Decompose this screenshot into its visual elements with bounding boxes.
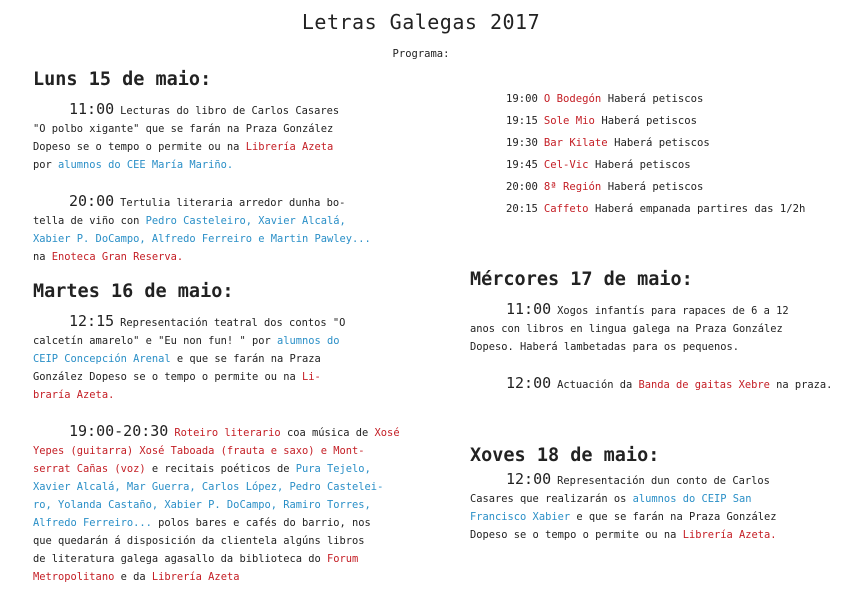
participants: alumnos do CEIP San (632, 493, 752, 505)
day-heading-wednesday: Mércores 17 de maio: (470, 269, 693, 290)
event-wednesday-1100 (470, 300, 820, 356)
page-title: Letras Galegas 2017 (301, 10, 541, 34)
schedule-place: Sole Mio (543, 115, 595, 127)
event-thursday-1200 (470, 470, 820, 544)
participants: Pedro Casteleiro, Xavier Alcalá, (145, 215, 346, 227)
schedule-place: Caffeto (543, 203, 589, 215)
performer: Banda de gaitas Xebre (638, 379, 770, 391)
schedule-place: O Bodegón (543, 93, 602, 105)
page-subtitle: Programa: (392, 48, 450, 60)
performer: serrat Cañas (voz) (33, 463, 146, 475)
event-time: 11:00 (69, 100, 115, 118)
schedule-text: Haberá petiscos (607, 181, 704, 193)
event-text: Representación teatral dos contos "O (120, 317, 346, 329)
schedule-text: Haberá petiscos (601, 115, 697, 127)
event-text: coa música de (280, 427, 375, 439)
schedule-text: Haberá petiscos (614, 137, 710, 149)
schedule-item (470, 176, 820, 198)
schedule-time: 20:00 (506, 181, 538, 193)
event-text: Dopeso se o tempo o permite ou na (470, 529, 683, 541)
day-heading-tuesday: Martes 16 de maio: (33, 281, 234, 302)
schedule-item (470, 198, 820, 220)
venue-name: braría Azeta. (33, 389, 115, 401)
day-tuesday (33, 280, 400, 586)
venue-name: Forum (327, 553, 359, 565)
participants: ro, Yolanda Castaño, Xabier P. DoCampo, Ramiro Torres, (33, 499, 371, 511)
right-column (470, 88, 833, 544)
event-text: polos bares e cafés do barrio, nos (151, 517, 371, 529)
event-wednesday-1200 (470, 374, 833, 394)
performer: Yepes (guitarra) Xosé Taboada (frauta e saxo) e Mont- (33, 445, 365, 457)
venue-name: Metropolitano (33, 571, 115, 583)
venue-name: Librería Azeta (245, 141, 334, 153)
schedule-time: 20:15 (506, 203, 538, 215)
event-tuesday-1215 (33, 312, 368, 404)
event-text: Tertulia literaria arredor dunha bo- (120, 197, 346, 209)
schedule-place: 8ª Región (543, 181, 602, 193)
event-text: e que se farán na Praza (170, 353, 321, 365)
event-text: calcetín amarelo" e "Eu non fun! " por (33, 335, 277, 347)
venue-name: Li- (302, 371, 321, 383)
event-text: Actuación da (557, 379, 639, 391)
schedule-time: 19:00 (506, 93, 538, 105)
event-time: 12:00 (506, 374, 552, 392)
schedule-text: Haberá petiscos (607, 93, 704, 105)
day-wednesday (470, 268, 833, 394)
venue-name: Librería Azeta. (682, 529, 777, 541)
event-time: 12:15 (69, 312, 115, 330)
schedule-text: Haberá petiscos (594, 159, 691, 171)
participants: Xavier Alcalá, Mar Guerra, Carlos López, Pedro Castelei- (33, 481, 384, 493)
event-text: e da (114, 571, 152, 583)
day-heading-thursday: Xoves 18 de maio: (470, 445, 660, 466)
event-text: tella de viño con (33, 215, 146, 227)
event-text: Lecturas do libro de Carlos Casares (120, 105, 340, 117)
schedule-place: Bar Kilate (543, 137, 608, 149)
event-text: Representación dun conto de Carlos (557, 475, 770, 487)
event-time: 19:00-20:30 (69, 422, 169, 440)
bar-schedule (470, 88, 820, 220)
schedule-item (470, 88, 820, 110)
venue-name: Librería Azeta (151, 571, 240, 583)
event-text: Casares que realizarán os (470, 493, 633, 505)
performer: Xosé (374, 427, 400, 439)
participants: CEIP Concepción Arenal (33, 353, 171, 365)
schedule-time: 19:30 (506, 137, 538, 149)
event-time: 12:00 (506, 470, 552, 488)
day-thursday (470, 444, 820, 544)
schedule-time: 19:45 (506, 159, 538, 171)
event-text: Xogos infantís para rapaces de 6 a 12 (557, 305, 789, 317)
event-text: "O polbo xigante" que se farán na Praza González (33, 123, 334, 135)
event-text: Dopeso se o tempo o permite ou na (33, 141, 246, 153)
participants: alumnos do (276, 335, 340, 347)
venue-name: Enoteca Gran Reserva. (51, 251, 184, 263)
participants: Xabier P. DoCampo, Alfredo Ferreiro e Martin Pawley... (33, 233, 371, 245)
event-text: Dopeso. Haberá lambetadas para os pequenos. (470, 341, 739, 353)
schedule-place: Cel-Vic (543, 159, 589, 171)
event-time: 20:00 (69, 192, 115, 210)
participants: alumnos do CEE María Mariño. (58, 159, 234, 171)
participants: Alfredo Ferreiro... (33, 517, 152, 529)
schedule-item (470, 132, 820, 154)
event-text: e que se farán na Praza González (570, 511, 777, 523)
event-text: que quedarán á disposición da clientela algúns libros (33, 535, 365, 547)
schedule-item (470, 154, 820, 176)
event-text: de literatura galega agasallo da biblioteca do (33, 553, 328, 565)
participants: Pura Tejelo, (295, 463, 371, 475)
left-column (33, 68, 400, 586)
schedule-text: Haberá empanada partires das 1/2h (594, 203, 806, 215)
event-text: por (33, 159, 59, 171)
event-text: na (33, 251, 52, 263)
event-monday-2000 (33, 192, 371, 266)
day-heading-monday: Luns 15 de maio: (33, 69, 212, 90)
participants: Francisco Xabier (470, 511, 571, 523)
event-text: anos con libros en lingua galega na Praza González (470, 323, 783, 335)
event-text: González Dopeso se o tempo o permite ou na (33, 371, 302, 383)
event-title: Roteiro literario (174, 427, 281, 439)
event-text: e recitais poéticos de (145, 463, 296, 475)
event-text: na praza. (769, 379, 833, 391)
schedule-item (470, 110, 820, 132)
event-monday-1100 (33, 100, 368, 174)
schedule-time: 19:15 (506, 115, 538, 127)
day-monday (33, 68, 371, 266)
event-tuesday-1900 (33, 422, 400, 586)
event-time: 11:00 (506, 300, 552, 318)
